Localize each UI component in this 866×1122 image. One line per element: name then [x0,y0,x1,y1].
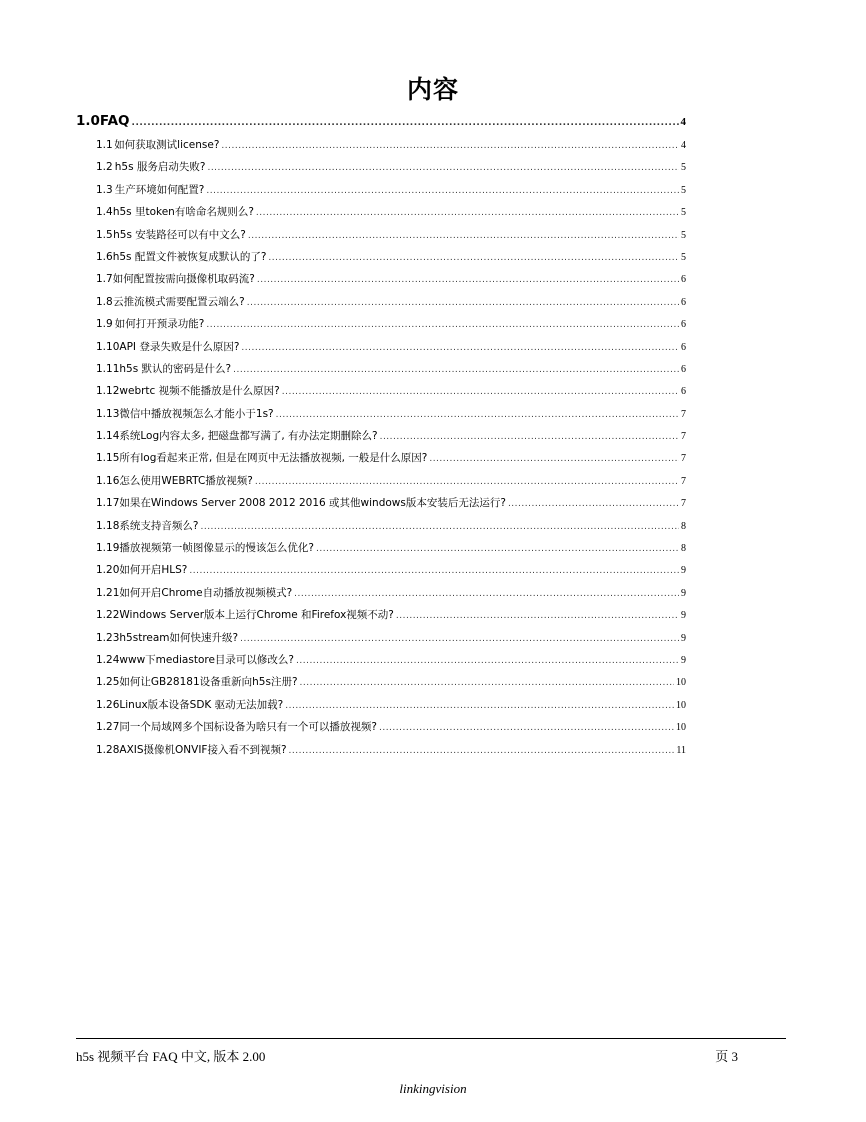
toc-entry-page: 7 [681,475,686,487]
footer-document-title: h5s 视频平台 FAQ 中文, 版本 2.00 [76,1049,266,1064]
toc-section-number: 1.0 [76,113,100,129]
toc-entry[interactable] [76,697,686,719]
toc-entry[interactable] [76,607,686,629]
toc-entry[interactable] [76,339,686,361]
toc-entry-number: 1.2 [96,161,113,174]
toc-entry-number: 1.26 [96,698,120,711]
toc-entry-page: 8 [681,520,686,532]
toc-entry-page: 9 [681,654,686,666]
toc-entry[interactable] [76,227,686,249]
toc-leader-dots [379,723,674,733]
toc-entry-title: 如何打开预录功能? [114,318,205,331]
toc-entry-title: 如果在Windows Server 2008 2012 2016 或其他windows版本安装后无法运行? [119,497,506,510]
toc-entry-number: 1.10 [96,340,120,353]
toc-leader-dots [300,678,674,688]
toc-leader-dots [380,432,679,442]
toc-entry-page: 7 [681,408,686,420]
footer-divider [76,1038,786,1039]
toc-entry[interactable] [76,428,686,450]
toc-entry[interactable] [76,630,686,652]
toc-entry-number: 1.6 [96,250,113,263]
toc-leader-dots [200,522,679,532]
toc-entry-number: 1.19 [96,542,120,555]
toc-entry-title: h5s 配置文件被恢复成默认的了? [112,250,267,263]
toc-leader-dots [285,701,674,711]
toc-section-page: 4 [680,116,686,128]
toc-entry-number: 1.23 [96,631,120,644]
toc-entry-number: 1.1 [96,139,113,151]
toc-entry[interactable] [76,495,686,517]
toc-entry-number: 1.12 [96,385,120,398]
toc-entry[interactable] [76,450,686,472]
toc-entry-number: 1.13 [96,407,120,420]
toc-entry-title: API 登录失败是什么原因? [119,340,240,353]
toc-leader-dots [294,589,679,599]
toc-section-faq[interactable] [76,111,686,137]
toc-leader-dots [289,746,675,756]
toc-entry-number: 1.22 [96,609,120,622]
toc-entry-page: 10 [676,722,686,734]
toc-entry[interactable] [76,159,686,181]
toc-entry-title: webrtc 视频不能播放是什么原因? [119,385,280,398]
toc-leader-dots [257,275,679,285]
toc-entry-page: 10 [676,699,686,711]
toc-entry-page: 11 [676,744,686,756]
toc-leader-dots [396,611,679,621]
toc-entry-number: 1.25 [96,676,120,689]
toc-entry-title: 怎么使用WEBRTC播放视频? [119,474,253,487]
page-title: 内容 [406,75,459,104]
toc-leader-dots [207,163,679,173]
toc-entry[interactable] [76,562,686,584]
toc-leader-dots [316,544,679,554]
toc-entry-title: 微信中播放视频怎么才能小于1s? [119,407,274,420]
toc-entry-title: h5s 服务启动失败? [114,161,206,174]
toc-entry-title: AXIS摄像机ONVIF接入看不到视频? [119,743,287,756]
toc-entry-page: 6 [681,341,686,353]
toc-entry-number: 1.17 [96,497,120,510]
toc-entry-title: 如何配置按需向摄像机取码流? [112,273,255,286]
toc-entry-title: Windows Server版本上运行Chrome 和Firefox视频不动? [119,609,394,622]
toc-entry-page: 7 [681,431,686,443]
toc-leader-dots [240,634,679,644]
toc-entry-number: 1.3 [96,183,113,196]
toc-entry[interactable] [76,316,686,338]
toc-entry-title: h5s 里token有啥命名规则么? [112,206,254,219]
toc-entry-number: 1.14 [96,430,120,443]
toc-entry-title: 如何开启Chrome自动播放视频模式? [119,586,293,599]
toc-entry-page: 6 [681,386,686,398]
toc-leader-dots [508,499,679,509]
toc-entry-number: 1.20 [96,564,120,577]
toc-leader-dots [255,477,679,487]
toc-entry-page: 4 [681,140,686,151]
toc-entry-page: 6 [681,319,686,331]
toc-entry[interactable] [76,383,686,405]
toc-leader-dots [233,365,679,375]
toc-entry-title: 所有log看起来正常, 但是在网页中无法播放视频, 一般是什么原因? [119,452,428,465]
toc-section-title: FAQ [99,113,130,129]
toc-entry-number: 1.11 [96,362,120,375]
toc-entry-number: 1.4 [96,206,113,219]
toc-entry[interactable] [76,182,686,204]
toc-entry-page: 5 [681,229,686,241]
toc-entry[interactable] [76,540,686,562]
toc-entry-title: 生产环境如何配置? [114,183,205,196]
toc-entry[interactable] [76,585,686,607]
toc-entry-title: Linux版本设备SDK 驱动无法加载? [119,698,284,711]
toc-entry-number: 1.24 [96,653,120,666]
toc-entry-number: 1.16 [96,474,120,487]
toc-entry-title: 系统Log内容太多, 把磁盘都写满了, 有办法定期删除么? [119,430,378,443]
toc-entry-title: h5s 安装路径可以有中文么? [113,228,246,241]
toc-entry-number: 1.7 [96,273,113,286]
toc-leader-dots [296,656,679,666]
toc-leader-dots [248,231,679,241]
toc-leader-dots [241,343,679,353]
toc-entry-page: 5 [681,162,686,174]
toc-entry-title: 同一个局域网多个国标设备为啥只有一个可以播放视频? [119,721,377,734]
toc-entry-page: 5 [681,184,686,196]
toc-leader-dots [206,186,679,196]
toc-entry[interactable] [76,473,686,495]
toc-entry[interactable] [76,652,686,674]
toc-leader-dots [132,118,679,128]
toc-entry-title: www下mediastore目录可以修改么? [119,653,294,666]
toc-entry[interactable] [76,518,686,540]
footer-page-number: 页 3 [715,1049,738,1064]
toc-entry-page: 6 [681,274,686,286]
toc-entry-title: h5s 默认的密码是什么? [119,362,232,375]
toc-entry-number: 1.5 [96,228,113,241]
toc-entry-title: 系统支持音频么? [119,519,199,532]
toc-entry-number: 1.27 [96,721,120,734]
toc-entry-page: 8 [681,543,686,555]
toc-entry-number: 1.18 [96,519,120,532]
toc-entry-page: 7 [681,453,686,465]
toc-entry-page: 5 [681,207,686,219]
toc-entry-title: h5stream如何快速升级? [119,631,239,644]
toc-entry-number: 1.8 [96,295,113,308]
toc-entry-title: 云推流模式需要配置云端么? [113,295,245,308]
toc-leader-dots [268,253,679,263]
toc-entry-title: 如何开启HLS? [119,564,188,577]
toc-entry[interactable] [76,137,686,159]
toc-entry-number: 1.15 [96,452,120,465]
toc-leader-dots [256,208,679,218]
toc-leader-dots [247,298,679,308]
toc-leader-dots [429,454,679,464]
toc-entry-page: 6 [681,363,686,375]
toc-entry[interactable] [76,361,686,383]
toc-entry[interactable] [76,719,686,741]
toc-entry[interactable] [76,271,686,293]
toc-entry-page: 9 [681,587,686,599]
toc-entry[interactable] [76,294,686,316]
toc-entry-page: 9 [681,610,686,622]
toc-entry-page: 6 [681,296,686,308]
toc-entry-page: 9 [681,565,686,577]
toc-entry[interactable] [76,249,686,271]
toc-entry-page: 10 [676,677,686,689]
toc-entry[interactable] [76,406,686,428]
toc-entry-title: 播放视频第一帧图像显示的慢该怎么优化? [119,542,314,555]
toc-entry-number: 1.9 [96,318,113,331]
toc-leader-dots [189,566,679,576]
toc-leader-dots [276,410,679,420]
toc-entry-page: 5 [681,251,686,263]
toc-leader-dots [282,387,679,397]
toc-entry[interactable] [76,204,686,226]
toc-entry-title: 如何获取测试license? [114,139,220,151]
footer-company: linkingvision [399,1081,467,1096]
toc-entry-title: 如何让GB28181设备重新向h5s注册? [119,676,298,689]
toc-entry-page: 7 [681,498,686,510]
toc-entry-number: 1.28 [96,743,120,756]
toc-entry[interactable] [76,674,686,696]
toc-leader-dots [221,141,679,151]
toc-entry-page: 9 [681,632,686,644]
table-of-contents [76,111,686,764]
toc-entry-number: 1.21 [96,586,120,599]
toc-entry[interactable] [76,742,686,764]
toc-leader-dots [206,320,679,330]
